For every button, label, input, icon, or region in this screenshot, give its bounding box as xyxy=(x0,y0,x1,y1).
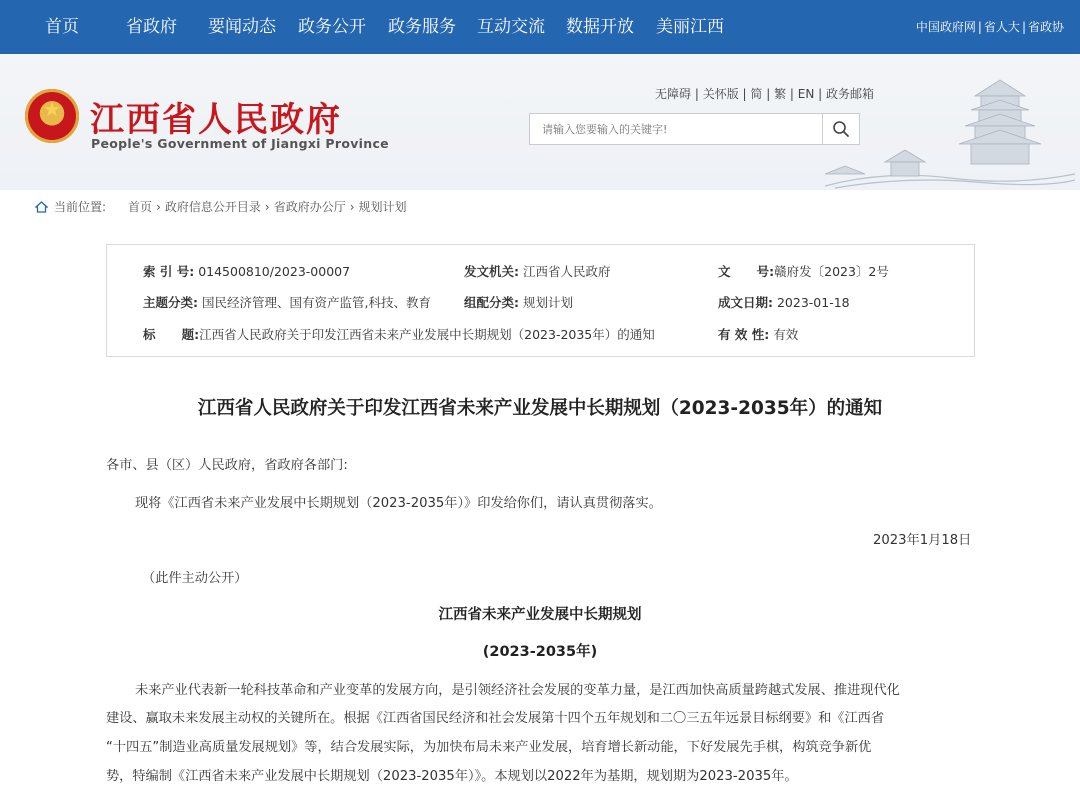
link-english[interactable]: EN xyxy=(797,87,815,101)
nav-item-beautiful-jiangxi[interactable]: 美丽江西 xyxy=(656,17,724,37)
meta-category: 组配分类: 规划计划 xyxy=(464,295,573,310)
breadcrumb-general-office[interactable]: 省政府办公厅 xyxy=(273,200,346,214)
meta-title: 标 题:江西省人民政府关于印发江西省未来产业发展中长期规划（2023-2035年）的通知 xyxy=(143,327,655,342)
article-recipients: 各市、县（区）人民政府，省政府各部门: xyxy=(106,458,348,473)
nav-item-open-data[interactable]: 数据开放 xyxy=(566,17,634,37)
link-gov-email[interactable]: 政务邮箱 xyxy=(825,87,874,101)
quick-links: 无障碍 | 关怀版 | 简 | 繁 | EN | 政务邮箱 xyxy=(655,87,874,101)
plan-title: 江西省未来产业发展中长期规划 xyxy=(438,607,642,623)
link-provincial-cppcc[interactable]: 省政协 xyxy=(1027,20,1064,34)
meta-date: 成文日期: 2023-01-18 xyxy=(718,295,850,310)
breadcrumb-label: 当前位置: xyxy=(54,200,107,214)
nav-item-government-affairs-disclosure[interactable]: 政务公开 xyxy=(298,17,366,37)
breadcrumb-disclosure-catalog[interactable]: 政府信息公开目录 xyxy=(164,200,261,214)
top-navigation-bar xyxy=(0,0,1080,54)
meta-topic: 主题分类: 国民经济管理、国有资产监管,科技、教育 xyxy=(143,295,431,310)
body-line-4: 势，特编制《江西省未来产业发展中长期规划（2023-2035年）》。本规划以2022年为基期，规划期为2023-2035年。 xyxy=(106,769,798,784)
content-panel xyxy=(17,190,1063,799)
meta-validity: 有 效 性: 有效 xyxy=(718,327,799,342)
article-title: 江西省人民政府关于印发江西省未来产业发展中长期规划（2023-2035年）的通知 xyxy=(197,398,883,419)
meta-index-number: 索 引 号: 014500810/2023-00007 xyxy=(143,264,351,279)
link-accessibility[interactable]: 无障碍 xyxy=(655,87,692,101)
pagoda-illustration xyxy=(825,74,1075,190)
nav-item-interaction[interactable]: 互动交流 xyxy=(477,17,545,37)
nav-item-home[interactable]: 首页 xyxy=(45,17,79,37)
site-header xyxy=(0,54,1080,190)
breadcrumb-planning[interactable]: 规划计划 xyxy=(358,200,407,214)
article-date: 2023年1月18日 xyxy=(873,533,972,548)
site-title-en: People's Government of Jiangxi Province xyxy=(91,136,389,151)
meta-document-number: 文 号:赣府发〔2023〕2号 xyxy=(718,264,889,279)
link-care-mode[interactable]: 关怀版 xyxy=(702,87,739,101)
link-china-gov[interactable]: 中国政府网 xyxy=(915,20,976,34)
body-line-2: 建设、赢取未来发展主动权的关键所在。根据《江西省国民经济和社会发展第十四个五年规划和二〇三五年远景目标纲要》和《江西省 xyxy=(106,711,885,726)
site-title-cn[interactable]: 江西省人民政府 xyxy=(90,100,342,140)
search-input[interactable] xyxy=(530,114,822,144)
body-line-1: 未来产业代表新一轮科技革命和产业变革的发展方向，是引领经济社会发展的变革力量，是江西加快高质量跨越式发展、推进现代化 xyxy=(135,683,900,698)
meta-issuing-authority: 发文机关: 江西省人民政府 xyxy=(464,264,611,279)
nav-item-government-services[interactable]: 政务服务 xyxy=(388,17,456,37)
document-metadata-table xyxy=(106,244,975,357)
body-line-3: “十四五”制造业高质量发展规划》等，结合发展实际，为加快布局未来产业发展，培育增长新动能，下好发展先手棋，构筑竞争新优 xyxy=(106,740,872,755)
link-simplified[interactable]: 简 xyxy=(750,87,763,101)
search-box xyxy=(529,113,860,145)
breadcrumb: 当前位置: 首页 › 政府信息公开目录 › 省政府办公厅 › 规划计划 xyxy=(35,198,407,215)
link-traditional[interactable]: 繁 xyxy=(774,87,787,101)
link-provincial-congress[interactable]: 省人大 xyxy=(983,20,1020,34)
plan-years: (2023-2035年) xyxy=(482,644,598,660)
top-external-links: 中国政府网 | 省人大 | 省政协 xyxy=(915,20,1064,34)
nav-item-news[interactable]: 要闻动态 xyxy=(208,17,276,37)
national-emblem-logo: ★ xyxy=(25,89,79,143)
nav-item-provincial-government[interactable]: 省政府 xyxy=(126,17,177,37)
home-icon xyxy=(35,201,48,213)
breadcrumb-home[interactable]: 首页 xyxy=(128,200,153,214)
article-public-note: （此件主动公开） xyxy=(142,571,248,586)
article-intro: 现将《江西省未来产业发展中长期规划（2023-2035年）》印发给你们，请认真贯彻落实。 xyxy=(135,496,662,511)
